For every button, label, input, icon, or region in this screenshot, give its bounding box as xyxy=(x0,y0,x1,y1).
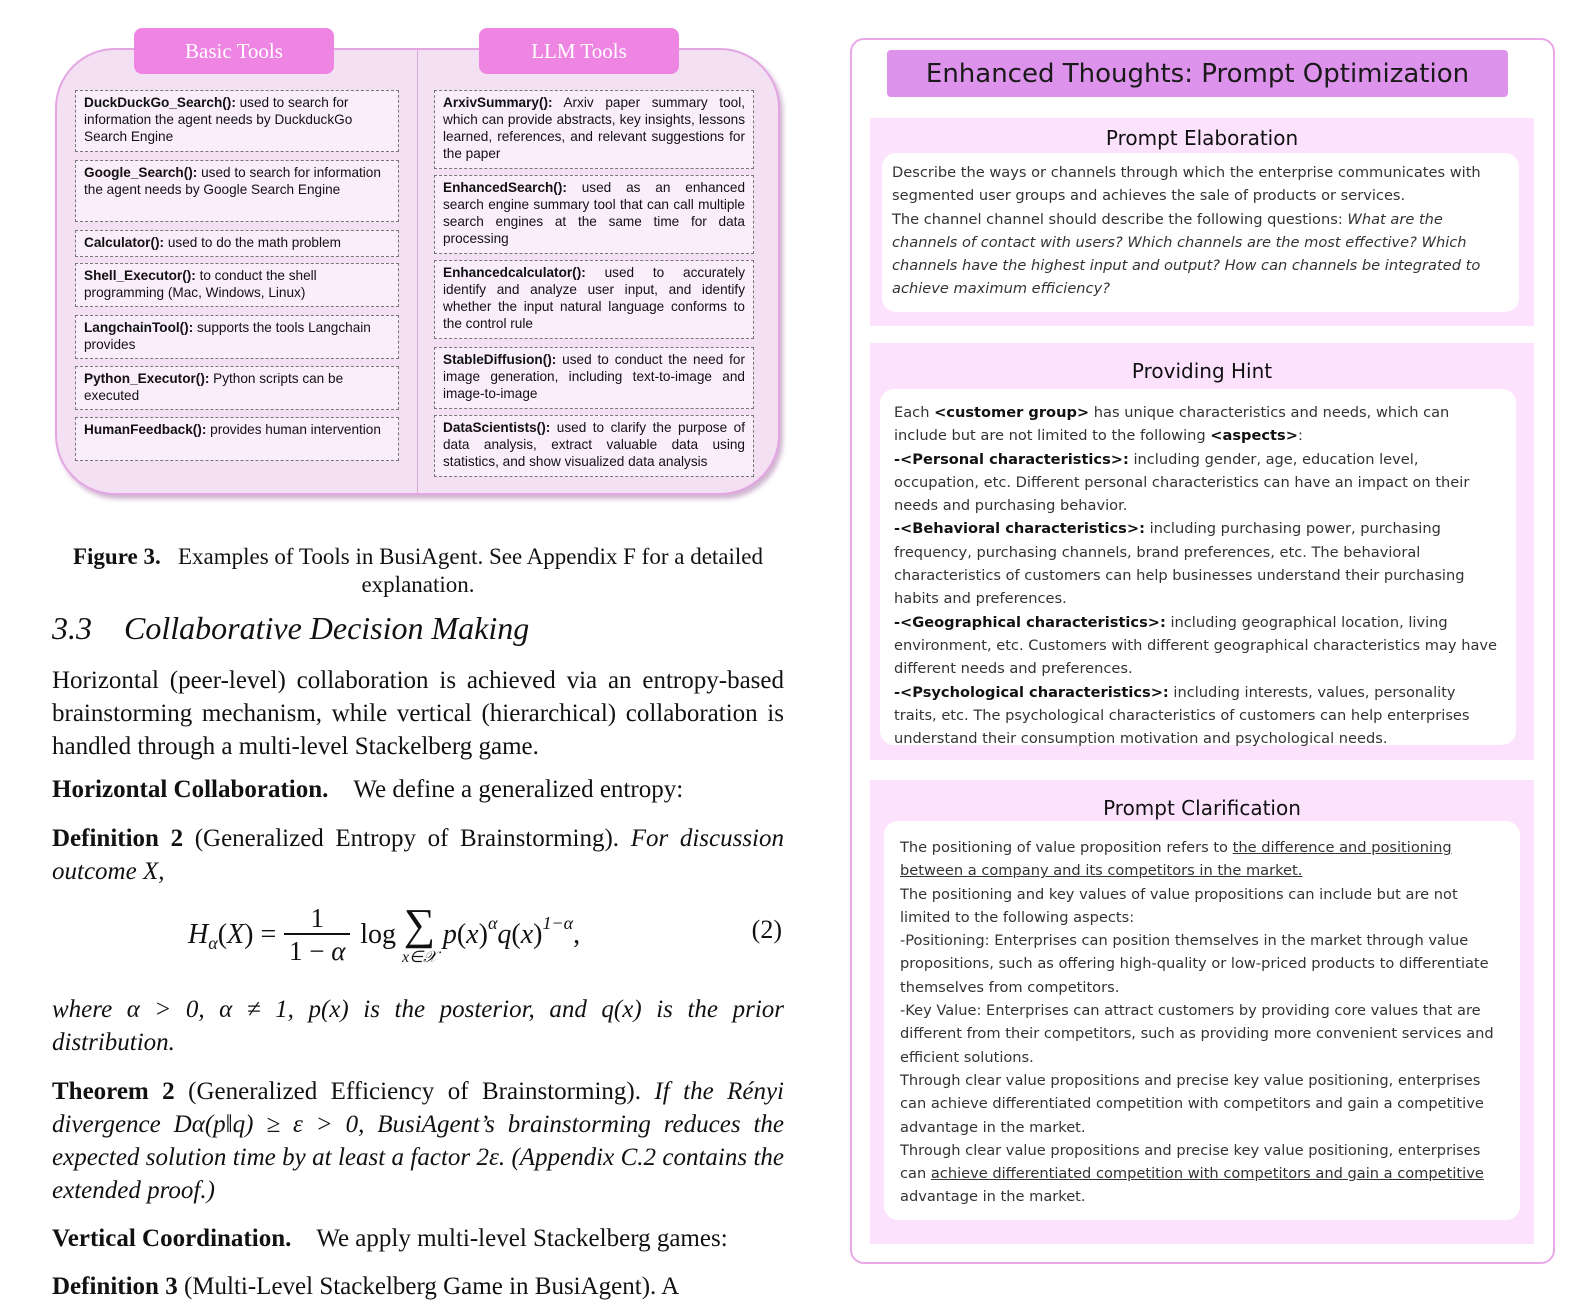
tool-name: Python_Executor(): xyxy=(84,371,210,386)
tool-name: Google_Search(): xyxy=(84,165,198,180)
panel-title: Enhanced Thoughts: Prompt Optimization xyxy=(887,50,1508,97)
tool-langchain xyxy=(75,315,399,359)
paragraph-text: We apply multi-level Stackelberg games: xyxy=(316,1225,728,1252)
definition-title: (Generalized Entropy of Brainstorming). xyxy=(183,825,620,852)
tool-name: DataScientists(): xyxy=(443,420,551,435)
clarification-text: Through clear value propositions and precise key value positioning, enterprises can xyxy=(900,1141,1481,1183)
tool-desc: Python scripts can be executed xyxy=(84,371,344,403)
providing-hint-section xyxy=(870,343,1534,760)
section-number: 3.3 xyxy=(52,610,92,646)
clarification-text: The positioning of value proposition refers to xyxy=(900,839,1233,856)
intro-paragraph: Horizontal (peer-level) collaboration is achieved via an entropy-based brainstorming mechanism, while vertical (hierarchical) collaboration is handled through a multi-level Stackelberg game. xyxy=(52,667,784,760)
paragraph-heading: Horizontal Collaboration. xyxy=(52,776,329,803)
theorem-title: (Generalized Efficiency of Brainstorming). xyxy=(174,1078,641,1105)
elaboration-line-2 xyxy=(892,208,1509,301)
definition-text: (Multi-Level Stackelberg Game in BusiAgent). A xyxy=(177,1273,680,1300)
clarification-underlined: the difference and positioning between a company and its competitors in the market. xyxy=(900,839,1452,880)
tool-python-executor xyxy=(75,366,399,410)
theorem-label: Theorem 2 xyxy=(52,1078,175,1105)
tool-name: Calculator(): xyxy=(84,235,165,250)
hint-intro-text: : xyxy=(1297,427,1303,445)
hint-intro xyxy=(894,401,1502,448)
definition-label: Definition 3 xyxy=(52,1273,178,1300)
clarification-paragraph xyxy=(900,836,1504,883)
clarification-paragraph: -Key Value: Enterprises can attract customers by providing core values that are different from their competitors, such as providing more convenient services and efficient solutions. xyxy=(900,1002,1494,1066)
tools-divider xyxy=(417,50,418,493)
horizontal-paragraph xyxy=(52,773,784,806)
hint-intro-text: Each xyxy=(894,404,935,421)
hint-item-head: -<Behavioral characteristics>: xyxy=(894,520,1145,538)
tool-arxiv-summary xyxy=(434,90,754,169)
question-list: What are the channels of contact with users? Which channels are the most effective? Which channels have the highest input and output? How can channels be integrated to achieve maximum efficiency? xyxy=(892,210,1481,298)
paragraph-heading: Vertical Coordination. xyxy=(52,1225,292,1252)
tool-shell-executor xyxy=(75,263,399,307)
tool-human-feedback xyxy=(75,417,399,461)
equation-number: (2) xyxy=(751,915,782,944)
clarification-paragraph: The positioning and key values of value propositions can include but are not limited to the following aspects: xyxy=(900,885,1458,926)
tool-enhanced-calculator xyxy=(434,260,754,339)
prompt-elaboration-section xyxy=(870,118,1534,326)
hint-item-text: including interests, values, personality traits, etc. The psychological characteristics of customers can help enterprises understand their consumption motivation and psychological needs. xyxy=(894,683,1470,748)
section-title: Providing Hint xyxy=(1131,359,1273,383)
tool-name: Enhancedcalculator(): xyxy=(443,265,586,280)
hint-item-head: -<Geographical characteristics>: xyxy=(894,613,1166,631)
theorem-2 xyxy=(52,1075,784,1207)
clarification-underlined: achieve differentiated competition with competitors and gain a competitive xyxy=(930,1165,1484,1183)
definition-2 xyxy=(52,822,784,888)
tool-desc: used to search for information the agent needs by DuckduckGo Search Engine xyxy=(84,95,353,144)
paragraph-text: We define a generalized entropy: xyxy=(353,776,684,803)
section-title: Collaborative Decision Making xyxy=(124,610,530,646)
section-title: Prompt Elaboration xyxy=(1105,126,1299,150)
equation-2 xyxy=(52,895,784,975)
equation-body: H α ( X ) = $\frac{1}{1 - \alpha}$ log ∑ x∈𝒳 p ( x ) α q ( x ) 1−α , xyxy=(188,900,581,966)
tool-duckduckgo xyxy=(75,90,399,152)
definition-text: For discussion outcome X, xyxy=(52,825,784,885)
llm-tools-tab: LLM Tools xyxy=(479,28,679,74)
tool-desc: used to clarify the purpose of data analysis, extract valuable data using statistics, and show visualized data analysis xyxy=(443,420,745,469)
clarification-paragraph xyxy=(900,1139,1504,1209)
tool-name: StableDiffusion(): xyxy=(443,352,557,367)
tool-name: ArxivSummary(): xyxy=(443,95,553,110)
hint-item xyxy=(894,517,1502,610)
definition-label: Definition 2 xyxy=(52,825,184,852)
hint-item xyxy=(894,681,1502,751)
clarification-paragraph: Through clear value propositions and precise key value positioning, enterprises can achieve differentiated competition with competitors and gain a competitive advantage in the market. xyxy=(900,1071,1484,1136)
clarification-text: advantage in the market. xyxy=(900,1188,1086,1206)
tool-data-scientists xyxy=(434,415,754,477)
hint-item-text: including gender, age, education level, occupation, etc. Different personal characteristics can have an impact on their needs and purchasing behavior. xyxy=(894,450,1470,515)
hint-item-text: including purchasing power, purchasing frequency, purchasing channels, brand preferences, etc. The behavioral characteristics of customers can help businesses understand their purchasing habits and preferences. xyxy=(894,520,1465,608)
clarification-paragraph: -Positioning: Enterprises can position themselves in the market through value propositions, such as offering high-quality or low-priced products to differentiate themselves from competitors. xyxy=(900,932,1489,996)
tool-name: LangchainTool(): xyxy=(84,320,194,335)
section-title: Prompt Clarification xyxy=(1103,796,1301,820)
tool-name: DuckDuckGo_Search(): xyxy=(84,95,236,110)
tool-stable-diffusion xyxy=(434,347,754,409)
theorem-text: If the Rényi divergence Dα(p‖q) ≥ ε > 0, BusiAgent’s brainstorming reduces the expected solution time by at least a factor 2ε. (Appendix C.2 contains the extended proof.) xyxy=(52,1078,785,1204)
hint-tag: <customer group> xyxy=(934,404,1090,421)
tool-desc: used to search for information the agent needs by Google Search Engine xyxy=(84,165,381,197)
tool-desc: used to conduct the need for image generation, including text-to-image and image-to-image xyxy=(443,352,745,401)
tool-name: HumanFeedback(): xyxy=(84,422,207,437)
prompt-clarification-section xyxy=(870,780,1534,1244)
tool-desc: Arxiv paper summary tool, which can provide abstracts, key insights, lessons learned, references, and relevant suggestions for the paper xyxy=(443,95,745,161)
elaboration-card xyxy=(882,153,1519,312)
hint-tag: <aspects> xyxy=(1210,427,1298,445)
section-heading xyxy=(52,610,529,647)
elaboration-line-1: Describe the ways or channels through which the enterprise communicates with segmented user groups and achieves the sale of products or services. xyxy=(892,164,1481,205)
tool-desc: used to do the math problem xyxy=(164,235,341,250)
caption-label: Figure 3. xyxy=(72,544,161,569)
question-lead: The channel channel should describe the following questions: xyxy=(892,210,1348,228)
hint-item xyxy=(894,448,1502,518)
tool-desc: used to accurately identify and analyze user input, and identify whether the input natural language conforms to the control rule xyxy=(443,265,745,331)
figure-caption xyxy=(52,543,784,599)
hint-item-head: -<Personal characteristics>: xyxy=(894,450,1129,468)
tool-desc: used as an enhanced search engine summary tool that can call multiple search engines at the same time for data processing xyxy=(443,180,745,246)
tool-calculator xyxy=(75,230,399,257)
hint-item xyxy=(894,611,1502,681)
basic-tools-tab: Basic Tools xyxy=(134,28,334,74)
hint-intro-text: has unique characteristics and needs, which can include but are not limited to the following xyxy=(894,404,1450,445)
tool-name: Shell_Executor(): xyxy=(84,268,196,283)
hint-card xyxy=(880,389,1516,748)
tool-google-search xyxy=(75,160,399,222)
where-paragraph: where α > 0, α ≠ 1, p(x) is the posterior, and q(x) is the prior distribution. xyxy=(52,996,784,1056)
caption-text: Examples of Tools in BusiAgent. See Appendix F for a detailed explanation. xyxy=(177,544,763,597)
definition-3 xyxy=(52,1270,784,1303)
tool-desc: supports the tools Langchain provides xyxy=(84,320,371,352)
summation-symbol: ∑ x∈𝒳 xyxy=(402,900,437,966)
tool-desc: provides human intervention xyxy=(206,422,381,437)
hint-item-head: -<Psychological characteristics>: xyxy=(894,683,1169,701)
tool-name: EnhancedSearch(): xyxy=(443,180,567,195)
vertical-paragraph xyxy=(52,1222,784,1255)
clarification-card xyxy=(884,821,1520,1220)
equation-fraction: $\frac{1}{1 - \alpha}$ xyxy=(284,903,350,967)
tool-enhanced-search xyxy=(434,175,754,254)
tool-desc: to conduct the shell programming (Mac, Windows, Linux) xyxy=(84,268,317,300)
hint-item-text: including geographical location, living environment, etc. Customers with different geographical characteristics may have different needs and preferences. xyxy=(894,613,1498,678)
